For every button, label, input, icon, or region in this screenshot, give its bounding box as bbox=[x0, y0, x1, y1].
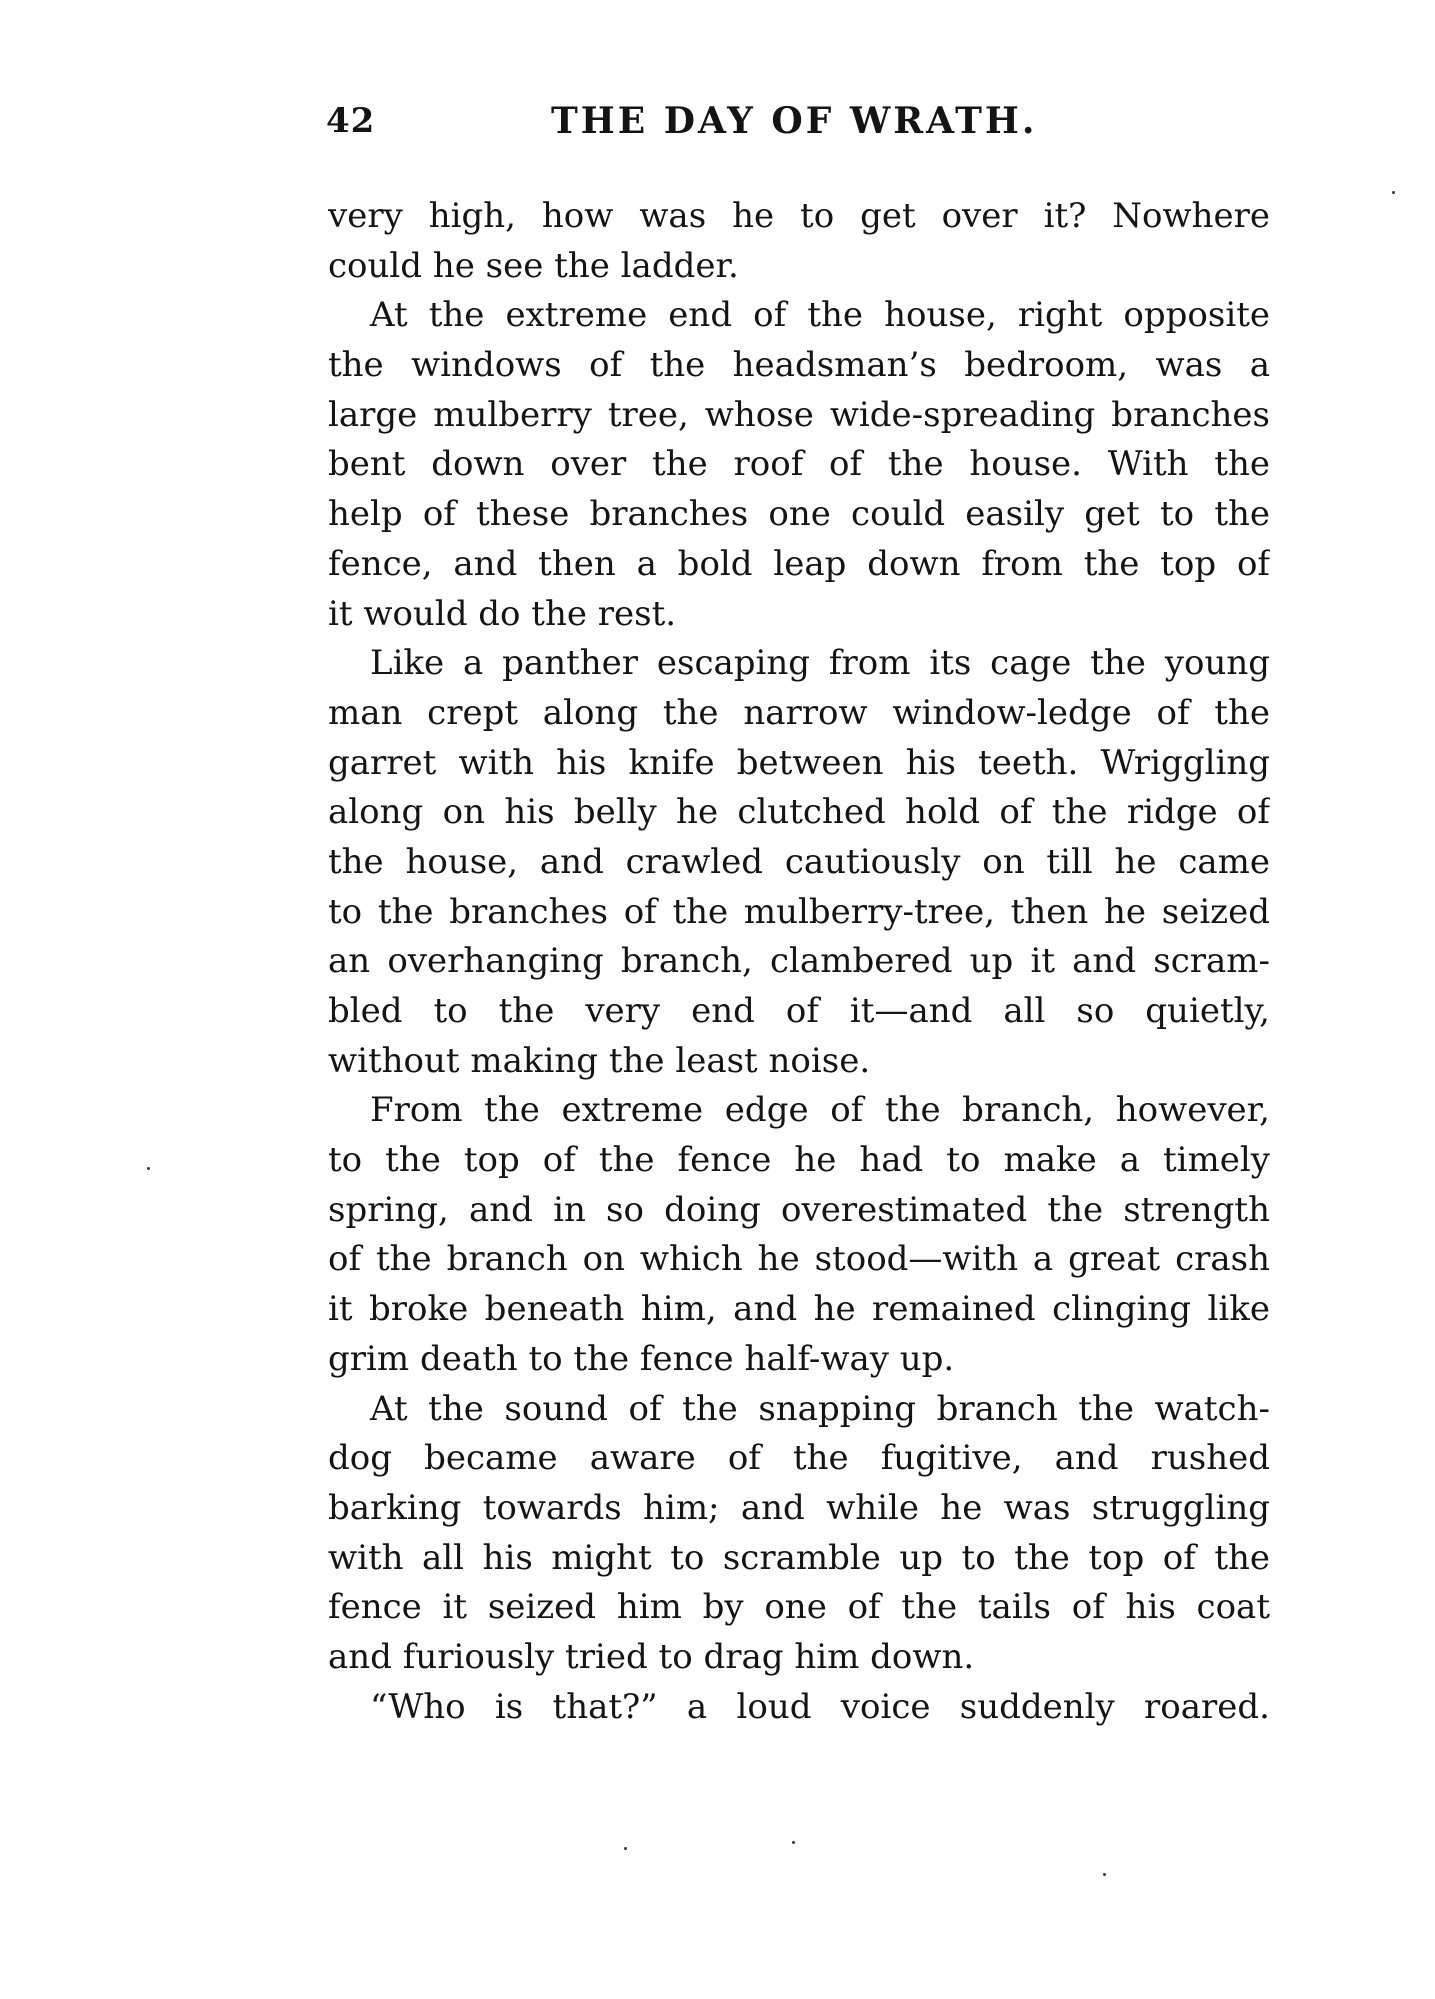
text-line: with all his might to scramble up to the top of the bbox=[328, 1537, 1270, 1578]
text-line: along on his belly he clutched hold of the ridge of bbox=[328, 792, 1270, 833]
page-number: 42 bbox=[326, 101, 376, 141]
text-line: barking towards him; and while he was struggling bbox=[328, 1487, 1270, 1528]
body-text bbox=[328, 192, 1270, 1732]
text-line: an overhanging branch, clambered up it and scram- bbox=[328, 941, 1270, 982]
running-title: THE DAY OF WRATH. bbox=[551, 100, 1038, 142]
text-line: fence, and then a bold leap down from the top of bbox=[328, 543, 1270, 584]
scan-speck bbox=[1392, 191, 1395, 194]
text-line: the windows of the headsman’s bedroom, was a bbox=[328, 345, 1270, 386]
paragraph-first-line: Like a panther escaping from its cage the young bbox=[370, 643, 1270, 684]
text-line: dog became aware of the fugitive, and rushed bbox=[328, 1438, 1270, 1479]
scan-speck bbox=[624, 1847, 627, 1850]
paragraph-first-line: At the sound of the snapping branch the watch- bbox=[370, 1388, 1270, 1429]
scan-speck bbox=[147, 1167, 150, 1170]
text-line: fence it seized him by one of the tails of his coat bbox=[328, 1587, 1270, 1628]
text-line: of the branch on which he stood—with a great crash bbox=[328, 1239, 1270, 1280]
scan-speck bbox=[792, 1841, 795, 1844]
text-line: could he see the ladder. bbox=[328, 245, 739, 286]
text-line: the house, and crawled cautiously on till he came bbox=[328, 841, 1270, 882]
scan-speck bbox=[1103, 1873, 1106, 1876]
paragraph-first-line: At the extreme end of the house, right opposite bbox=[370, 295, 1270, 336]
text-line: it broke beneath him, and he remained clinging like bbox=[328, 1289, 1270, 1330]
text-line: very high, how was he to get over it? Nowhere bbox=[328, 196, 1270, 236]
text-line: without making the least noise. bbox=[328, 1040, 871, 1081]
text-line: large mulberry tree, whose wide-spreading branches bbox=[328, 394, 1270, 435]
text-line: garret with his knife between his teeth. Wriggling bbox=[328, 742, 1270, 783]
text-line: it would do the rest. bbox=[328, 593, 677, 634]
paragraph-first-line: From the extreme edge of the branch, however, bbox=[370, 1090, 1270, 1131]
text-line: bled to the very end of it—and all so quietly, bbox=[328, 991, 1270, 1031]
text-line: to the branches of the mulberry-tree, then he seized bbox=[328, 891, 1270, 932]
text-line: spring, and in so doing overestimated the strength bbox=[328, 1189, 1270, 1230]
text-line: and furiously tried to drag him down. bbox=[328, 1636, 975, 1677]
text-line: help of these branches one could easily get to the bbox=[328, 494, 1270, 535]
text-line: to the top of the fence he had to make a timely bbox=[328, 1140, 1270, 1181]
running-head bbox=[326, 96, 1270, 146]
paragraph-first-line: “Who is that?” a loud voice suddenly roared. bbox=[370, 1686, 1270, 1727]
text-line: man crept along the narrow window-ledge of the bbox=[328, 692, 1270, 733]
text-line: bent down over the roof of the house. With the bbox=[328, 444, 1270, 485]
text-line: grim death to the fence half-way up. bbox=[328, 1338, 955, 1379]
